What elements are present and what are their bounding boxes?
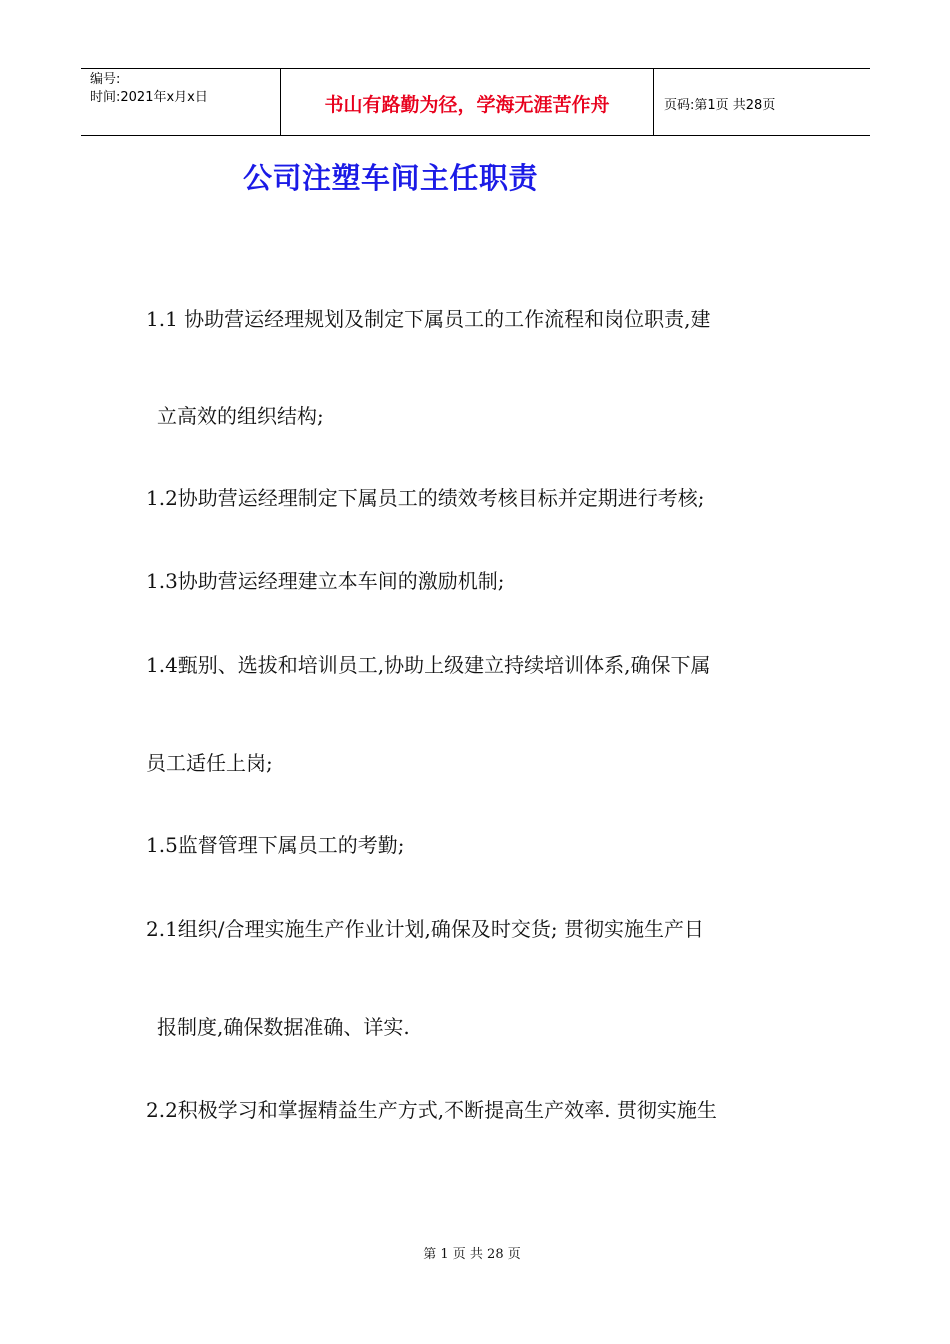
time-label: 时间:2021年x月x日: [90, 90, 208, 105]
number-label: 编号:: [90, 72, 121, 87]
document-title: 公司注塑车间主任职责: [243, 161, 539, 195]
motto: 书山有路勤为径，学海无涯苦作舟: [281, 69, 654, 135]
paragraph-line: 员工适任上岗;: [146, 751, 273, 775]
page-footer: 第 1 页 共 28 页: [423, 1247, 521, 1262]
paragraph-line: 1.4甄别、选拔和培训员工,协助上级建立持续培训体系,确保下属: [146, 653, 711, 677]
paragraph-line: 1.3协助营运经理建立本车间的激励机制;: [146, 569, 505, 593]
paragraph-line: 立高效的组织结构;: [157, 404, 324, 428]
header-table: [81, 68, 870, 136]
paragraph-line: 2.1组织/合理实施生产作业计划,确保及时交货; 贯彻实施生产日: [146, 917, 704, 941]
header-left-cell: [81, 69, 281, 135]
paragraph-line: 报制度,确保数据准确、详实.: [157, 1015, 410, 1039]
paragraph-line: 2.2积极学习和掌握精益生产方式,不断提高生产效率. 贯彻实施生: [146, 1098, 717, 1122]
paragraph-line: 1.5监督管理下属员工的考勤;: [146, 833, 405, 857]
paragraph-line: 1.1 协助营运经理规划及制定下属员工的工作流程和岗位职责,建: [146, 307, 711, 331]
page-info: 页码:第1页 共28页: [664, 97, 776, 113]
paragraph-line: 1.2协助营运经理制定下属员工的绩效考核目标并定期进行考核;: [146, 486, 705, 510]
